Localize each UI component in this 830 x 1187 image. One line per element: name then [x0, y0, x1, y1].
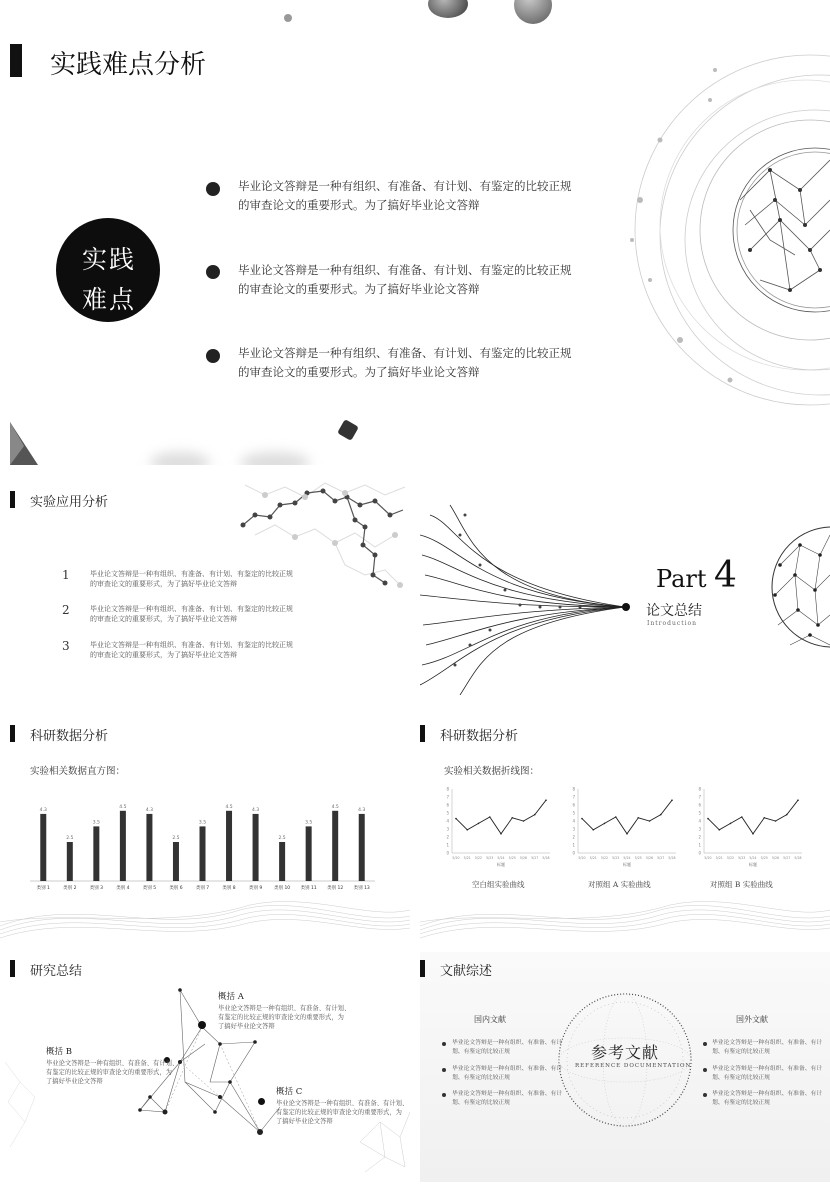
y-tick-label: 6 — [698, 802, 701, 808]
summary-a-line2: 有鉴定的比较正规的审查论文的重要形式，为 — [218, 1014, 344, 1021]
caption-control-a: 对照组 A 实验曲线 — [588, 880, 651, 889]
x-tick-label-8: 5/27 — [531, 856, 539, 860]
item-2-line1: 毕业论文答辩是一种有组织、有准备、有计划、有鉴定的比较正规 — [90, 605, 293, 613]
node-dot-c — [258, 1098, 265, 1105]
y-tick-label: 3 — [572, 826, 575, 832]
slide-part4-summary — [420, 475, 830, 705]
title-bar — [10, 491, 15, 508]
slide-practice-difficulties — [0, 0, 830, 465]
line-point-5 — [626, 833, 628, 835]
bar-value-label-9: 4.3 — [251, 807, 260, 813]
line-point-9 — [797, 799, 799, 801]
bar-11 — [306, 826, 312, 881]
slide-literature-review — [420, 952, 830, 1182]
bar-8 — [226, 811, 232, 881]
line-series — [456, 800, 546, 834]
item-2-line2: 的审查论文的重要形式，为了搞好毕业论文答辩 — [90, 615, 237, 623]
item-1-line2: 的审查论文的重要形式，为了搞好毕业论文答辩 — [90, 580, 237, 588]
y-tick-label: 1 — [446, 842, 449, 848]
y-tick-label: 0 — [572, 850, 575, 856]
title-bar — [10, 960, 15, 977]
y-tick-label: 1 — [572, 842, 575, 848]
slide-title: 文献综述 — [440, 964, 493, 979]
summary-c-line1: 毕业论文答辩是一种有组织、有准备、有计划、 — [276, 1100, 409, 1107]
y-tick-label: 4 — [698, 818, 701, 824]
x-tick-label-2: 5/21 — [463, 856, 471, 860]
caption-control-b: 对照组 B 实验曲线 — [710, 880, 773, 889]
bar-value-label-6: 2.5 — [172, 836, 180, 841]
line-point-9 — [671, 799, 673, 801]
bar-category-label-9: 类别 9 — [248, 886, 263, 891]
x-tick-label-1: 5/20 — [704, 856, 712, 860]
line-point-2 — [718, 829, 720, 831]
line-point-4 — [489, 816, 491, 818]
bar-4 — [120, 811, 126, 881]
bar-value-label-3: 3.5 — [92, 820, 100, 826]
summary-a-heading: 概括 A — [218, 992, 244, 1002]
decor-sphere-top-right — [514, 0, 552, 24]
bar-9 — [253, 814, 259, 881]
summary-c-line3: 了搞好毕业论文答辩 — [276, 1118, 333, 1125]
x-tick-label-4: 5/23 — [738, 856, 746, 860]
bar-category-label-8: 类别 8 — [222, 886, 236, 891]
network-sphere-graphic — [620, 40, 830, 420]
part-word: Part — [656, 565, 707, 593]
bar-2 — [67, 842, 73, 881]
bar-category-label-3: 类别 3 — [89, 886, 103, 891]
decor-sphere-top-mid — [428, 0, 468, 18]
section-intro: Introduction — [647, 620, 697, 627]
x-tick-label-7: 5/26 — [645, 856, 654, 860]
right-item-3-line1: 毕业论文答辩是一种有组织、有准备、有计 — [712, 1091, 823, 1097]
item-number-2: 2 — [62, 603, 70, 617]
section-subtitle: 论文总结 — [646, 603, 702, 619]
line-point-3 — [478, 823, 480, 825]
x-tick-label-6: 5/25 — [634, 856, 642, 860]
line-point-7 — [523, 820, 525, 822]
decor-gem — [337, 419, 359, 441]
x-tick-label-2: 5/21 — [589, 856, 597, 860]
line-point-8 — [534, 814, 536, 816]
bar-value-label-11: 3.5 — [305, 820, 313, 826]
line-point-2 — [592, 829, 594, 831]
line-point-8 — [786, 814, 788, 816]
right-item-3-line2: 划、有鉴定的比较正规 — [712, 1100, 770, 1106]
summary-b-line2: 有鉴定的比较正规的审查论文的重要形式，为 — [46, 1069, 172, 1076]
decor-blur-1 — [150, 452, 210, 465]
x-tick-label-4: 5/23 — [486, 856, 494, 860]
bar-value-label-12: 4.5 — [331, 804, 339, 810]
y-tick-label: 6 — [572, 802, 575, 808]
bar-7 — [200, 826, 206, 881]
y-tick-label: 7 — [572, 794, 575, 800]
decor-mesh-corner — [360, 1102, 410, 1182]
bullet-3-line2: 的审查论文的重要形式。为了搞好毕业论文答辩 — [238, 365, 480, 379]
y-tick-label: 8 — [698, 786, 701, 792]
center-title: 参考文献 — [591, 1043, 660, 1062]
y-tick-label: 2 — [572, 834, 575, 840]
bar-value-label-10: 2.5 — [278, 836, 286, 841]
summary-c-line2: 有鉴定的比较正规的审查论文的重要形式，为 — [276, 1109, 402, 1116]
node-dot-a — [198, 1021, 206, 1029]
domestic-heading: 国内文献 — [474, 1015, 506, 1024]
bar-value-label-5: 4.3 — [145, 807, 154, 813]
decor-wave-bottom — [0, 890, 410, 945]
line-series — [708, 800, 798, 834]
decor-sphere-top-small — [284, 14, 292, 22]
line-point-4 — [615, 816, 617, 818]
line-chart-control-a — [566, 783, 681, 868]
y-tick-label: 5 — [698, 810, 701, 816]
bullet-dot-3 — [206, 349, 220, 363]
caption-blank-group: 空白组实验曲线 — [472, 880, 525, 889]
bar-category-label-6: 类别 6 — [169, 886, 183, 891]
x-tick-label-9: 5/28 — [668, 856, 676, 860]
item-number-1: 1 — [62, 568, 70, 582]
summary-a-line3: 了搞好毕业论文答辩 — [218, 1023, 275, 1030]
line-series — [582, 800, 672, 834]
bar-category-label-1: 类别 1 — [36, 886, 50, 891]
left-item-1-line1: 毕业论文答辩是一种有组织、有准备、有计 — [452, 1040, 563, 1046]
bar-12 — [332, 811, 338, 881]
title-bar — [420, 960, 425, 977]
bar-10 — [279, 842, 285, 881]
x-axis-label: 标题 — [749, 862, 757, 867]
summary-b-line1: 毕业论文答辩是一种有组织、有准备、有计划、 — [46, 1060, 179, 1067]
line-point-7 — [649, 820, 651, 822]
left-item-3-dot — [442, 1093, 446, 1097]
x-tick-label-3: 5/22 — [600, 856, 609, 860]
left-item-2-dot — [442, 1068, 446, 1072]
bar-value-label-7: 3.5 — [198, 820, 207, 826]
line-point-5 — [752, 833, 754, 835]
badge-line2: 难点 — [82, 285, 137, 314]
x-axis-label: 标题 — [497, 862, 505, 867]
line-point-7 — [775, 820, 777, 822]
molecule-graphic — [235, 475, 410, 600]
item-1-line1: 毕业论文答辩是一种有组织、有准备、有计划、有鉴定的比较正规 — [90, 570, 293, 578]
slide-title: 实验应用分析 — [30, 495, 109, 510]
line-point-1 — [455, 818, 457, 820]
left-item-2-line2: 划、有鉴定的比较正规 — [452, 1075, 510, 1081]
item-3-line2: 的审查论文的重要形式，为了搞好毕业论文答辩 — [90, 651, 237, 659]
decor-wave-bottom — [420, 890, 830, 945]
y-tick-label: 6 — [446, 802, 449, 808]
item-3-line1: 毕业论文答辩是一种有组织、有准备、有计划、有鉴定的比较正规 — [90, 641, 293, 649]
x-tick-label-1: 5/20 — [452, 856, 460, 860]
x-tick-label-4: 5/23 — [612, 856, 620, 860]
bar-category-label-13: 类别 13 — [353, 886, 370, 891]
bar-category-label-12: 类别 12 — [327, 886, 344, 891]
line-point-6 — [511, 817, 513, 819]
bar-3 — [93, 826, 99, 881]
line-point-1 — [707, 818, 709, 820]
chart-caption: 实验相关数据直方图： — [30, 766, 126, 777]
y-tick-label: 7 — [698, 794, 701, 800]
x-tick-label-6: 5/25 — [508, 856, 516, 860]
line-point-3 — [604, 823, 606, 825]
decor-polygon-left — [8, 418, 42, 465]
bullet-2-line2: 的审查论文的重要形式。为了搞好毕业论文答辩 — [238, 282, 480, 296]
y-tick-label: 1 — [698, 842, 701, 848]
bar-value-label-4: 4.5 — [119, 804, 127, 810]
bar-value-label-13: 4.3 — [358, 807, 366, 813]
summary-c-heading: 概括 C — [276, 1087, 303, 1097]
bar-category-label-10: 类别 10 — [274, 886, 291, 891]
y-tick-label: 4 — [446, 818, 449, 824]
line-point-1 — [581, 818, 583, 820]
line-point-4 — [741, 816, 743, 818]
right-item-1-dot — [703, 1042, 707, 1046]
y-tick-label: 7 — [446, 794, 449, 800]
x-tick-label-2: 5/21 — [715, 856, 723, 860]
y-tick-label: 3 — [446, 826, 449, 832]
y-tick-label: 0 — [698, 850, 701, 856]
x-axis-label: 标题 — [623, 862, 631, 867]
line-chart-blank-group — [440, 783, 555, 868]
line-point-3 — [730, 823, 732, 825]
decor-mesh-left — [0, 1052, 40, 1162]
bar-1 — [40, 814, 46, 881]
foreign-heading: 国外文献 — [736, 1015, 768, 1024]
chart-caption: 实验相关数据折线图： — [444, 766, 540, 777]
line-point-5 — [500, 833, 502, 835]
bar-category-label-4: 类别 4 — [116, 886, 130, 891]
center-subtitle: REFERENCE DOCUMENTATION — [575, 1063, 692, 1069]
x-tick-label-5: 5/24 — [623, 856, 631, 860]
x-tick-label-5: 5/24 — [749, 856, 757, 860]
summary-b-line3: 了搞好毕业论文答辩 — [46, 1078, 103, 1085]
x-tick-label-7: 5/26 — [519, 856, 528, 860]
slide-experiment-application — [0, 475, 410, 705]
wire-sphere-graphic — [770, 515, 830, 665]
line-point-6 — [637, 817, 639, 819]
summary-b-heading: 概括 B — [46, 1047, 72, 1057]
right-item-2-dot — [703, 1068, 707, 1072]
x-tick-label-7: 5/26 — [771, 856, 780, 860]
part-number: 4 — [714, 555, 737, 596]
x-tick-label-8: 5/27 — [657, 856, 665, 860]
title-bar — [10, 44, 22, 77]
line-point-2 — [466, 829, 468, 831]
x-tick-label-9: 5/28 — [542, 856, 550, 860]
bar-chart — [30, 793, 375, 893]
left-item-2-line1: 毕业论文答辩是一种有组织、有准备、有计 — [452, 1066, 563, 1072]
slide-title: 研究总结 — [30, 964, 83, 979]
left-item-1-line2: 划、有鉴定的比较正规 — [452, 1049, 510, 1055]
badge-line1: 实践 — [82, 245, 137, 274]
title-bar — [10, 725, 15, 742]
bar-value-label-2: 2.5 — [66, 836, 74, 841]
left-item-3-line1: 毕业论文答辩是一种有组织、有准备、有计 — [452, 1091, 563, 1097]
y-tick-label: 8 — [572, 786, 575, 792]
bar-value-label-8: 4.5 — [225, 804, 233, 810]
y-tick-label: 5 — [572, 810, 575, 816]
slide-research-bar-chart — [0, 715, 410, 945]
slide-title: 科研数据分析 — [30, 729, 109, 744]
summary-a-line1: 毕业论文答辩是一种有组织、有准备、有计划、 — [218, 1005, 351, 1012]
slide-title: 科研数据分析 — [440, 729, 519, 744]
x-tick-label-3: 5/22 — [726, 856, 735, 860]
bar-5 — [146, 814, 152, 881]
bar-category-label-7: 类别 7 — [195, 886, 210, 891]
x-tick-label-8: 5/27 — [783, 856, 791, 860]
y-tick-label: 4 — [572, 818, 575, 824]
item-number-3: 3 — [62, 639, 70, 653]
page-title: 实践难点分析 — [50, 50, 207, 80]
x-tick-label-9: 5/28 — [794, 856, 802, 860]
line-point-6 — [763, 817, 765, 819]
line-chart-control-b — [692, 783, 807, 868]
line-point-9 — [545, 799, 547, 801]
y-tick-label: 0 — [446, 850, 449, 856]
slide-research-line-charts — [420, 715, 830, 945]
right-item-3-dot — [703, 1093, 707, 1097]
bullet-3-line1: 毕业论文答辩是一种有组织、有准备、有计划、有鉴定的比较正规 — [238, 346, 572, 360]
bullet-1-line1: 毕业论文答辩是一种有组织、有准备、有计划、有鉴定的比较正规 — [238, 179, 572, 193]
x-tick-label-1: 5/20 — [578, 856, 586, 860]
right-item-2-line2: 划、有鉴定的比较正规 — [712, 1075, 770, 1081]
wave-lines-graphic — [420, 495, 635, 695]
bar-category-label-2: 类别 2 — [63, 886, 77, 891]
x-tick-label-5: 5/24 — [497, 856, 505, 860]
line-point-8 — [660, 814, 662, 816]
y-tick-label: 2 — [698, 834, 701, 840]
x-tick-label-3: 5/22 — [474, 856, 483, 860]
bar-6 — [173, 842, 179, 881]
left-item-3-line2: 划、有鉴定的比较正规 — [452, 1100, 510, 1106]
bar-category-label-11: 类别 11 — [300, 886, 317, 891]
bullet-dot-1 — [206, 182, 220, 196]
bar-value-label-1: 4.3 — [39, 807, 47, 813]
y-tick-label: 5 — [446, 810, 449, 816]
y-tick-label: 3 — [698, 826, 701, 832]
left-item-1-dot — [442, 1042, 446, 1046]
right-item-1-line2: 划、有鉴定的比较正规 — [712, 1049, 770, 1055]
right-item-2-line1: 毕业论文答辩是一种有组织、有准备、有计 — [712, 1066, 823, 1072]
y-tick-label: 8 — [446, 786, 449, 792]
bullet-2-line1: 毕业论文答辩是一种有组织、有准备、有计划、有鉴定的比较正规 — [238, 263, 572, 277]
x-tick-label-6: 5/25 — [760, 856, 768, 860]
bullet-dot-2 — [206, 265, 220, 279]
title-bar — [420, 725, 425, 742]
slide-research-summary — [0, 952, 410, 1182]
bar-category-label-5: 类别 5 — [142, 886, 157, 891]
bar-13 — [359, 814, 365, 881]
right-item-1-line1: 毕业论文答辩是一种有组织、有准备、有计 — [712, 1040, 823, 1046]
decor-blur-2 — [240, 452, 310, 465]
bullet-1-line2: 的审查论文的重要形式。为了搞好毕业论文答辩 — [238, 198, 480, 212]
y-tick-label: 2 — [446, 834, 449, 840]
